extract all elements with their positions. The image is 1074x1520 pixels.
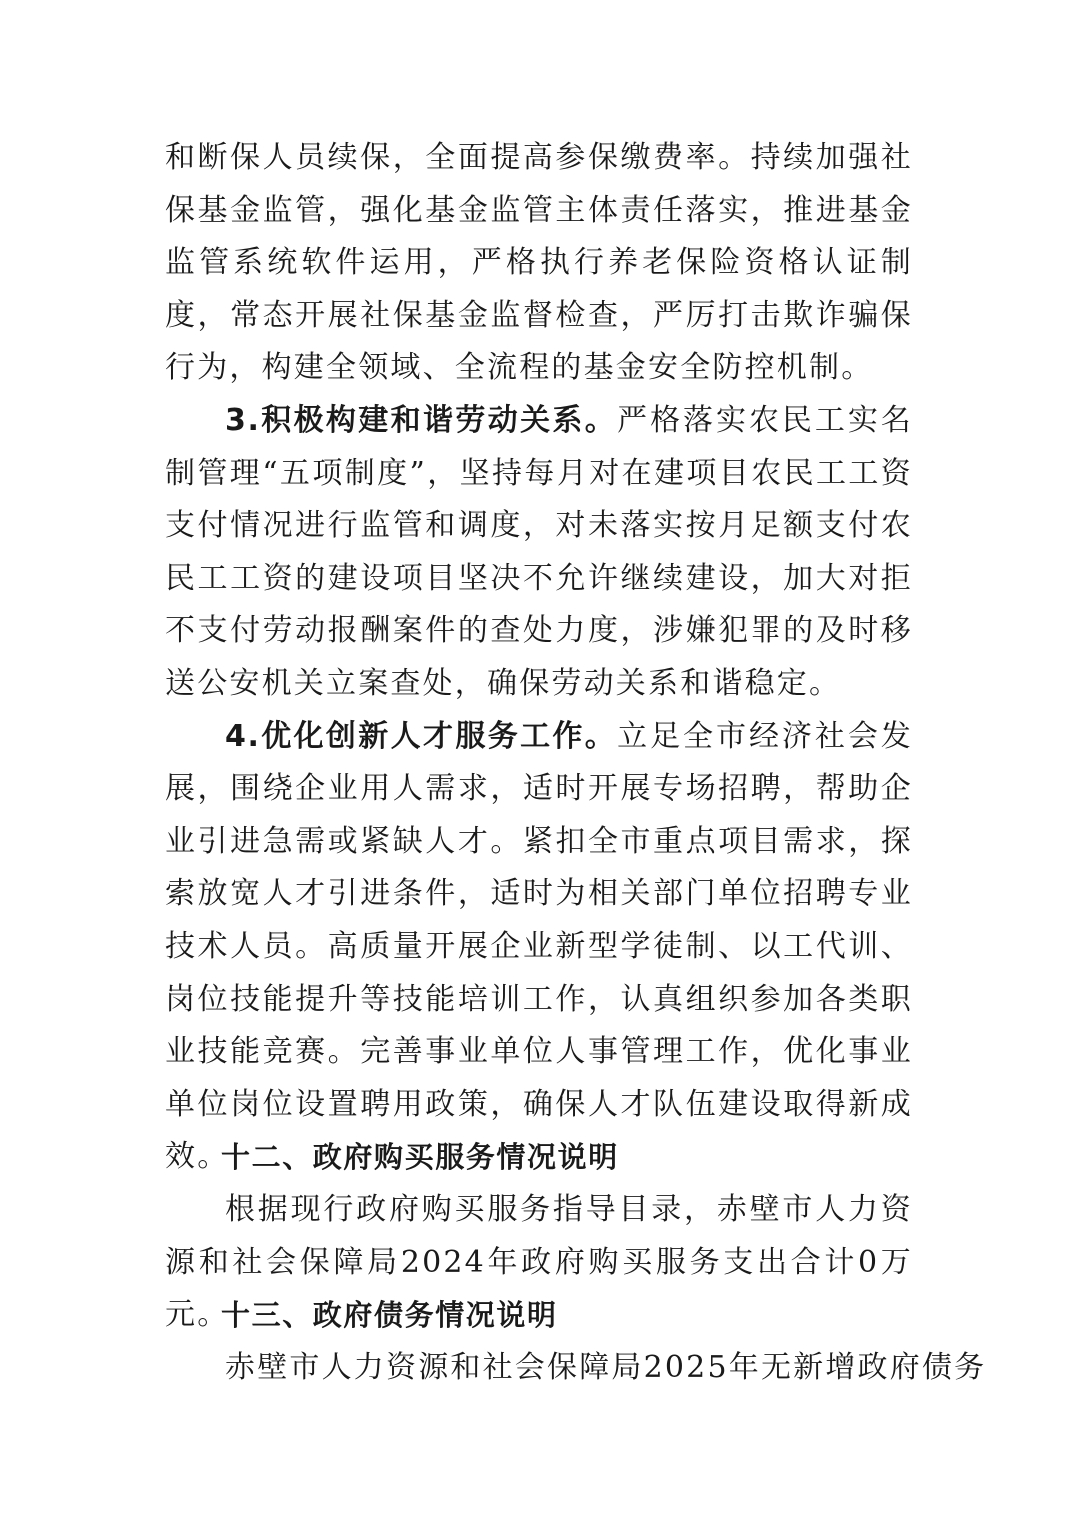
item-3-body: 严格落实农民工实名制管理“五项制度”，坚持每月对在建项目农民工工资支付情况进行监管和调度，对未落实按月足额支付农民工工资的建设项目坚决不允许继续建设，加大对拒不支付劳动报酬案件的查处力度，涉嫌犯罪的及时移送公安机关立案查处，确保劳动关系和谐稳定。 xyxy=(165,403,913,701)
section-13-heading: 十三、政府债务情况说明 xyxy=(221,1298,558,1333)
item-4-body: 立足全市经济社会发展，围绕企业用人需求，适时开展专场招聘，帮助企业引进急需或紧缺人才。紧扣全市重点项目需求，探索放宽人才引进条件，适时为相关部门单位招聘专业技术人员。高质量开展企业新型学徒制、以工代训、岗位技能提升等技能培训工作，认真组织参加各类职业技能竞赛。完善事业单位人事管理工作，优化事业单位岗位设置聘用政策，确保人才队伍建设取得新成效。 xyxy=(165,718,913,1175)
document-page xyxy=(165,132,987,1394)
section-12-heading: 十二、政府购买服务情况说明 xyxy=(221,1140,619,1175)
paragraph-continued: 和断保人员续保，全面提高参保缴费率。持续加强社保基金监管，强化基金监管主体责任落实，推进基金监管系统软件运用，严格执行养老保险资格认证制度，常态开展社保基金监督检查，严厉打击欺诈骗保行为，构建全领域、全流程的基金安全防控机制。 xyxy=(165,140,913,386)
section-13-paragraph: 赤壁市人力资源和社会保障局2025年无新增政府债务 xyxy=(225,1349,987,1385)
item-3-lead: 3.积极构建和谐劳动关系。 xyxy=(225,403,618,438)
item-4-lead: 4.优化创新人才服务工作。 xyxy=(225,718,618,754)
item-3-paragraph xyxy=(165,395,913,711)
section-12-paragraph: 根据现行政府购买服务指导目录，赤壁市人力资源和社会保障局2024年政府购买服务支出合计0万元。 xyxy=(165,1191,913,1333)
